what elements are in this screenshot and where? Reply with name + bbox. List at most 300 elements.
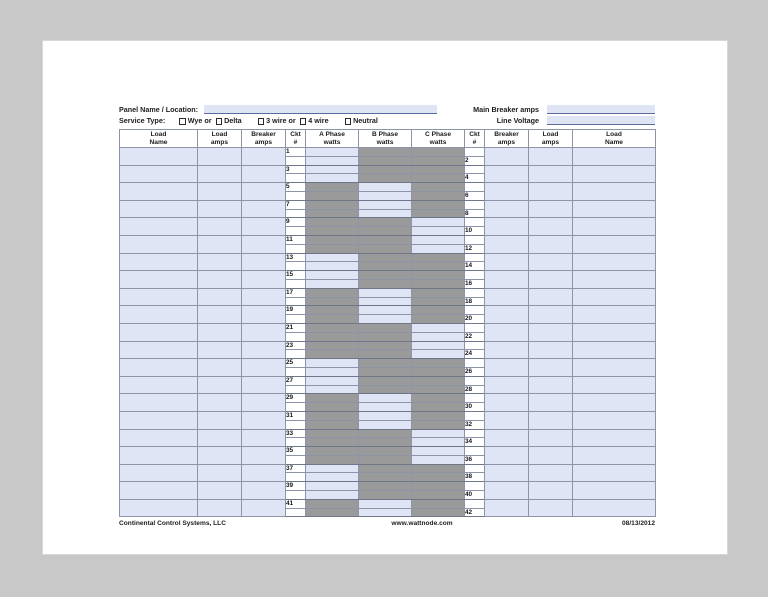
cell-c-phase-watts-odd[interactable]	[412, 235, 465, 244]
cell-load-name-left[interactable]	[120, 359, 198, 377]
cell-a-phase-watts-odd	[306, 447, 359, 456]
ckt-number-odd-spacer	[286, 403, 306, 412]
ckt-number-even: 24	[465, 350, 485, 359]
checkbox-icon-four-wire[interactable]	[300, 118, 307, 125]
ckt-number-odd-spacer	[286, 315, 306, 324]
ckt-number-even-spacer	[465, 253, 485, 262]
cell-load-amps-left[interactable]	[198, 447, 242, 465]
cell-c-phase-watts-even[interactable]	[412, 244, 465, 253]
cell-b-phase-watts-odd	[359, 376, 412, 385]
cell-load-amps-right[interactable]	[529, 323, 573, 341]
ckt-number-even: 12	[465, 244, 485, 253]
cell-a-phase-watts-even[interactable]	[306, 279, 359, 288]
cell-c-phase-watts-even[interactable]	[412, 350, 465, 359]
cell-load-name-left[interactable]	[120, 464, 198, 482]
cell-load-name-left[interactable]	[120, 482, 198, 500]
delta-label: Delta	[224, 116, 242, 125]
footer-date: 08/13/2012	[621, 520, 655, 528]
cell-breaker-amps-right[interactable]	[485, 499, 529, 517]
cell-load-name-left[interactable]	[120, 218, 198, 236]
cell-load-name-right[interactable]	[573, 447, 656, 465]
cell-load-amps-left[interactable]	[198, 148, 242, 166]
cell-load-name-right[interactable]	[573, 148, 656, 166]
cell-a-phase-watts-odd	[306, 429, 359, 438]
cell-load-amps-right[interactable]	[529, 499, 573, 517]
cell-b-phase-watts-even	[359, 174, 412, 183]
cell-a-phase-watts-even[interactable]	[306, 385, 359, 394]
cell-load-name-right[interactable]	[573, 394, 656, 412]
cell-load-name-left[interactable]	[120, 394, 198, 412]
ckt-number-odd-spacer	[286, 227, 306, 236]
panel-name-label: Panel Name / Location:	[119, 105, 199, 114]
cell-load-name-left[interactable]	[120, 271, 198, 289]
cell-load-amps-left[interactable]	[198, 288, 242, 306]
cell-breaker-amps-left[interactable]	[242, 411, 286, 429]
delta-option[interactable]	[216, 116, 242, 125]
cell-b-phase-watts-odd[interactable]	[359, 200, 412, 209]
cell-load-name-right[interactable]	[573, 359, 656, 377]
cell-load-amps-right[interactable]	[529, 429, 573, 447]
table-row	[120, 148, 656, 157]
cell-load-amps-right[interactable]	[529, 359, 573, 377]
footer-website[interactable]: www.wattnode.com	[391, 520, 453, 528]
cell-b-phase-watts-odd[interactable]	[359, 183, 412, 192]
cell-breaker-amps-right[interactable]	[485, 411, 529, 429]
table-row	[120, 499, 656, 508]
cell-a-phase-watts-even[interactable]	[306, 491, 359, 500]
cell-breaker-amps-right[interactable]	[485, 306, 529, 324]
table-row	[120, 253, 656, 262]
cell-a-phase-watts-even[interactable]	[306, 174, 359, 183]
cell-load-amps-left[interactable]	[198, 200, 242, 218]
ckt-number-even: 4	[465, 174, 485, 183]
cell-load-amps-right[interactable]	[529, 394, 573, 412]
cell-load-amps-right[interactable]	[529, 341, 573, 359]
cell-load-name-right[interactable]	[573, 218, 656, 236]
cell-load-amps-left[interactable]	[198, 394, 242, 412]
ckt-number-odd-spacer	[286, 438, 306, 447]
ckt-number-even-spacer	[465, 235, 485, 244]
cell-load-amps-left[interactable]	[198, 218, 242, 236]
cell-c-phase-watts-even	[412, 262, 465, 271]
ckt-number-even-spacer	[465, 288, 485, 297]
cell-load-name-left[interactable]	[120, 376, 198, 394]
neutral-option[interactable]	[345, 116, 378, 125]
cell-c-phase-watts-odd	[412, 288, 465, 297]
cell-c-phase-watts-even[interactable]	[412, 332, 465, 341]
cell-a-phase-watts-even[interactable]	[306, 367, 359, 376]
cell-breaker-amps-left[interactable]	[242, 253, 286, 271]
cell-breaker-amps-right[interactable]	[485, 447, 529, 465]
ckt-number-odd: 37	[286, 464, 306, 473]
form-row-service-type	[119, 114, 655, 125]
cell-b-phase-watts-even[interactable]	[359, 315, 412, 324]
cell-a-phase-watts-odd	[306, 394, 359, 403]
cell-load-amps-left[interactable]	[198, 359, 242, 377]
cell-load-name-left[interactable]	[120, 306, 198, 324]
cell-breaker-amps-left[interactable]	[242, 271, 286, 289]
cell-load-amps-left[interactable]	[198, 341, 242, 359]
cell-breaker-amps-right[interactable]	[485, 482, 529, 500]
cell-load-amps-right[interactable]	[529, 253, 573, 271]
cell-b-phase-watts-even[interactable]	[359, 209, 412, 218]
cell-a-phase-watts-even	[306, 403, 359, 412]
cell-b-phase-watts-even	[359, 367, 412, 376]
cell-c-phase-watts-odd	[412, 183, 465, 192]
cell-c-phase-watts-even	[412, 508, 465, 517]
panel-name-input[interactable]	[204, 105, 437, 114]
cell-a-phase-watts-even	[306, 227, 359, 236]
cell-load-amps-right[interactable]	[529, 218, 573, 236]
cell-b-phase-watts-even	[359, 438, 412, 447]
cell-load-amps-right[interactable]	[529, 306, 573, 324]
cell-b-phase-watts-even[interactable]	[359, 508, 412, 517]
cell-load-name-right[interactable]	[573, 376, 656, 394]
cell-load-name-right[interactable]	[573, 183, 656, 201]
panel-schedule-sheet	[119, 103, 655, 527]
cell-breaker-amps-right[interactable]	[485, 376, 529, 394]
cell-c-phase-watts-odd	[412, 148, 465, 157]
cell-a-phase-watts-even[interactable]	[306, 473, 359, 482]
ckt-number-even-spacer	[465, 306, 485, 315]
cell-breaker-amps-left[interactable]	[242, 341, 286, 359]
cell-load-amps-left[interactable]	[198, 411, 242, 429]
cell-a-phase-watts-odd	[306, 200, 359, 209]
cell-load-amps-left[interactable]	[198, 323, 242, 341]
cell-load-amps-left[interactable]	[198, 235, 242, 253]
cell-a-phase-watts-even	[306, 209, 359, 218]
ckt-number-even: 32	[465, 420, 485, 429]
cell-load-amps-right[interactable]	[529, 288, 573, 306]
cell-load-amps-left[interactable]	[198, 306, 242, 324]
cell-a-phase-watts-odd	[306, 341, 359, 350]
three-wire-option[interactable]	[258, 116, 296, 125]
cell-b-phase-watts-even[interactable]	[359, 403, 412, 412]
ckt-number-even: 14	[465, 262, 485, 271]
cell-load-name-right[interactable]	[573, 288, 656, 306]
cell-a-phase-watts-odd[interactable]	[306, 464, 359, 473]
ckt-number-even-spacer	[465, 271, 485, 280]
cell-c-phase-watts-odd[interactable]	[412, 447, 465, 456]
cell-c-phase-watts-odd	[412, 376, 465, 385]
ckt-number-even: 16	[465, 279, 485, 288]
cell-b-phase-watts-even	[359, 350, 412, 359]
cell-b-phase-watts-even[interactable]	[359, 191, 412, 200]
ckt-number-even-spacer	[465, 411, 485, 420]
cell-a-phase-watts-even[interactable]	[306, 262, 359, 271]
cell-breaker-amps-left[interactable]	[242, 200, 286, 218]
cell-load-name-left[interactable]	[120, 165, 198, 183]
cell-a-phase-watts-odd[interactable]	[306, 376, 359, 385]
cell-c-phase-watts-odd	[412, 499, 465, 508]
cell-b-phase-watts-odd[interactable]	[359, 288, 412, 297]
cell-breaker-amps-left[interactable]	[242, 482, 286, 500]
table-row	[120, 288, 656, 297]
cell-c-phase-watts-odd[interactable]	[412, 323, 465, 332]
cell-b-phase-watts-odd[interactable]	[359, 411, 412, 420]
cell-c-phase-watts-odd	[412, 200, 465, 209]
cell-load-name-right[interactable]	[573, 429, 656, 447]
cell-breaker-amps-right[interactable]	[485, 148, 529, 166]
cell-load-name-right[interactable]	[573, 200, 656, 218]
line-voltage-input[interactable]	[547, 116, 655, 125]
cell-c-phase-watts-even[interactable]	[412, 455, 465, 464]
cell-load-amps-right[interactable]	[529, 464, 573, 482]
cell-load-amps-right[interactable]	[529, 235, 573, 253]
cell-breaker-amps-left[interactable]	[242, 323, 286, 341]
cell-load-name-left[interactable]	[120, 411, 198, 429]
cell-b-phase-watts-odd	[359, 165, 412, 174]
cell-load-name-left[interactable]	[120, 447, 198, 465]
ckt-number-even: 6	[465, 191, 485, 200]
cell-load-name-right[interactable]	[573, 482, 656, 500]
cell-load-name-right[interactable]	[573, 235, 656, 253]
cell-breaker-amps-left[interactable]	[242, 447, 286, 465]
cell-a-phase-watts-odd[interactable]	[306, 165, 359, 174]
cell-load-amps-right[interactable]	[529, 200, 573, 218]
cell-breaker-amps-left[interactable]	[242, 288, 286, 306]
ckt-number-odd: 35	[286, 447, 306, 456]
cell-breaker-amps-right[interactable]	[485, 429, 529, 447]
cell-b-phase-watts-odd	[359, 359, 412, 368]
cell-c-phase-watts-even	[412, 403, 465, 412]
cell-breaker-amps-right[interactable]	[485, 464, 529, 482]
cell-breaker-amps-right[interactable]	[485, 288, 529, 306]
cell-b-phase-watts-odd	[359, 341, 412, 350]
cell-breaker-amps-right[interactable]	[485, 218, 529, 236]
cell-a-phase-watts-even	[306, 297, 359, 306]
cell-b-phase-watts-even	[359, 262, 412, 271]
cell-b-phase-watts-even	[359, 473, 412, 482]
cell-load-amps-left[interactable]	[198, 499, 242, 517]
cell-c-phase-watts-even[interactable]	[412, 438, 465, 447]
cell-a-phase-watts-even	[306, 350, 359, 359]
cell-b-phase-watts-odd	[359, 148, 412, 157]
line-voltage-label: Line Voltage	[496, 116, 539, 125]
cell-c-phase-watts-odd[interactable]	[412, 218, 465, 227]
cell-load-amps-right[interactable]	[529, 482, 573, 500]
cell-c-phase-watts-odd[interactable]	[412, 429, 465, 438]
cell-b-phase-watts-odd[interactable]	[359, 499, 412, 508]
main-breaker-amps-input[interactable]	[547, 105, 655, 114]
cell-breaker-amps-right[interactable]	[485, 200, 529, 218]
cell-c-phase-watts-even	[412, 367, 465, 376]
checkbox-icon-neutral[interactable]	[345, 118, 352, 125]
cell-load-name-right[interactable]	[573, 464, 656, 482]
cell-load-amps-right[interactable]	[529, 148, 573, 166]
cell-breaker-amps-left[interactable]	[242, 499, 286, 517]
cell-breaker-amps-left[interactable]	[242, 235, 286, 253]
checkbox-icon-three-wire[interactable]	[258, 118, 265, 125]
table-body	[120, 148, 656, 517]
cell-load-amps-right[interactable]	[529, 447, 573, 465]
cell-c-phase-watts-even	[412, 420, 465, 429]
ckt-number-even: 30	[465, 403, 485, 412]
cell-load-name-left[interactable]	[120, 200, 198, 218]
cell-b-phase-watts-odd	[359, 482, 412, 491]
cell-breaker-amps-left[interactable]	[242, 376, 286, 394]
ckt-number-odd-spacer	[286, 174, 306, 183]
cell-breaker-amps-left[interactable]	[242, 429, 286, 447]
cell-breaker-amps-left[interactable]	[242, 359, 286, 377]
cell-breaker-amps-right[interactable]	[485, 271, 529, 289]
cell-b-phase-watts-even	[359, 332, 412, 341]
four-wire-option[interactable]	[300, 116, 329, 125]
cell-c-phase-watts-even	[412, 473, 465, 482]
cell-c-phase-watts-even	[412, 191, 465, 200]
header-c-phase: C Phase watts	[412, 130, 465, 148]
cell-breaker-amps-right[interactable]	[485, 341, 529, 359]
cell-load-amps-left[interactable]	[198, 464, 242, 482]
ckt-number-even-spacer	[465, 218, 485, 227]
cell-load-amps-left[interactable]	[198, 253, 242, 271]
cell-c-phase-watts-even[interactable]	[412, 227, 465, 236]
cell-load-name-left[interactable]	[120, 253, 198, 271]
ckt-number-even: 20	[465, 315, 485, 324]
cell-b-phase-watts-even	[359, 156, 412, 165]
cell-load-amps-left[interactable]	[198, 429, 242, 447]
cell-load-name-left[interactable]	[120, 499, 198, 517]
cell-breaker-amps-left[interactable]	[242, 394, 286, 412]
cell-a-phase-watts-odd[interactable]	[306, 482, 359, 491]
ckt-number-odd: 23	[286, 341, 306, 350]
cell-c-phase-watts-even	[412, 315, 465, 324]
cell-load-name-right[interactable]	[573, 499, 656, 517]
ckt-number-even-spacer	[465, 183, 485, 192]
cell-load-name-right[interactable]	[573, 253, 656, 271]
cell-b-phase-watts-odd	[359, 218, 412, 227]
cell-breaker-amps-left[interactable]	[242, 218, 286, 236]
cell-breaker-amps-left[interactable]	[242, 148, 286, 166]
cell-load-amps-left[interactable]	[198, 376, 242, 394]
cell-b-phase-watts-even[interactable]	[359, 297, 412, 306]
table-row	[120, 447, 656, 456]
ckt-number-odd: 31	[286, 411, 306, 420]
cell-c-phase-watts-odd[interactable]	[412, 341, 465, 350]
cell-c-phase-watts-odd	[412, 271, 465, 280]
cell-b-phase-watts-even[interactable]	[359, 420, 412, 429]
cell-b-phase-watts-odd	[359, 271, 412, 280]
cell-load-amps-left[interactable]	[198, 183, 242, 201]
cell-a-phase-watts-odd[interactable]	[306, 148, 359, 157]
header-load-amps-left: Load amps	[198, 130, 242, 148]
cell-load-amps-left[interactable]	[198, 482, 242, 500]
form-header	[119, 103, 655, 125]
ckt-number-odd: 1	[286, 148, 306, 157]
cell-load-amps-right[interactable]	[529, 376, 573, 394]
ckt-number-odd-spacer	[286, 491, 306, 500]
cell-b-phase-watts-odd[interactable]	[359, 394, 412, 403]
cell-load-name-right[interactable]	[573, 165, 656, 183]
ckt-number-even: 8	[465, 209, 485, 218]
ckt-number-odd-spacer	[286, 297, 306, 306]
ckt-number-odd: 29	[286, 394, 306, 403]
ckt-number-odd: 21	[286, 323, 306, 332]
form-row-panel-name	[119, 103, 655, 114]
three-wire-label: 3 wire or	[266, 116, 296, 125]
checkbox-icon-wye[interactable]	[179, 118, 186, 125]
cell-c-phase-watts-even	[412, 156, 465, 165]
cell-load-amps-right[interactable]	[529, 411, 573, 429]
cell-breaker-amps-right[interactable]	[485, 235, 529, 253]
cell-breaker-amps-right[interactable]	[485, 323, 529, 341]
cell-a-phase-watts-odd	[306, 306, 359, 315]
cell-load-amps-right[interactable]	[529, 183, 573, 201]
cell-a-phase-watts-odd	[306, 323, 359, 332]
cell-breaker-amps-left[interactable]	[242, 464, 286, 482]
cell-load-amps-right[interactable]	[529, 271, 573, 289]
ckt-number-odd: 27	[286, 376, 306, 385]
cell-load-name-left[interactable]	[120, 183, 198, 201]
table-row	[120, 200, 656, 209]
wye-option[interactable]	[179, 116, 211, 125]
ckt-number-odd-spacer	[286, 350, 306, 359]
page-footer	[119, 520, 655, 527]
cell-load-name-left[interactable]	[120, 288, 198, 306]
header-a-phase: A Phase watts	[306, 130, 359, 148]
ckt-number-odd: 39	[286, 482, 306, 491]
cell-load-name-right[interactable]	[573, 341, 656, 359]
ckt-number-even: 34	[465, 438, 485, 447]
cell-b-phase-watts-odd[interactable]	[359, 306, 412, 315]
ckt-number-odd-spacer	[286, 191, 306, 200]
cell-b-phase-watts-even	[359, 491, 412, 500]
cell-load-name-right[interactable]	[573, 271, 656, 289]
cell-load-name-left[interactable]	[120, 323, 198, 341]
cell-breaker-amps-left[interactable]	[242, 183, 286, 201]
cell-load-amps-left[interactable]	[198, 165, 242, 183]
cell-load-name-left[interactable]	[120, 148, 198, 166]
ckt-number-odd-spacer	[286, 420, 306, 429]
header-ckt-right: Ckt #	[465, 130, 485, 148]
cell-c-phase-watts-even	[412, 297, 465, 306]
cell-breaker-amps-right[interactable]	[485, 183, 529, 201]
ckt-number-odd: 5	[286, 183, 306, 192]
ckt-number-odd-spacer	[286, 262, 306, 271]
cell-a-phase-watts-even[interactable]	[306, 156, 359, 165]
cell-b-phase-watts-odd	[359, 253, 412, 262]
cell-load-name-left[interactable]	[120, 341, 198, 359]
cell-load-name-right[interactable]	[573, 323, 656, 341]
table-row	[120, 271, 656, 280]
cell-a-phase-watts-odd[interactable]	[306, 271, 359, 280]
cell-load-amps-right[interactable]	[529, 165, 573, 183]
ckt-number-even-spacer	[465, 341, 485, 350]
cell-load-name-left[interactable]	[120, 429, 198, 447]
cell-load-name-right[interactable]	[573, 306, 656, 324]
cell-breaker-amps-left[interactable]	[242, 306, 286, 324]
cell-breaker-amps-right[interactable]	[485, 359, 529, 377]
cell-c-phase-watts-odd	[412, 411, 465, 420]
ckt-number-odd: 41	[286, 499, 306, 508]
cell-load-name-left[interactable]	[120, 235, 198, 253]
cell-breaker-amps-right[interactable]	[485, 253, 529, 271]
cell-b-phase-watts-odd	[359, 464, 412, 473]
checkbox-icon-delta[interactable]	[216, 118, 223, 125]
cell-breaker-amps-right[interactable]	[485, 394, 529, 412]
cell-breaker-amps-right[interactable]	[485, 165, 529, 183]
cell-a-phase-watts-even	[306, 332, 359, 341]
cell-a-phase-watts-odd[interactable]	[306, 253, 359, 262]
header-breaker-amps-right: Breaker amps	[485, 130, 529, 148]
cell-a-phase-watts-even	[306, 455, 359, 464]
cell-load-name-right[interactable]	[573, 411, 656, 429]
cell-load-amps-left[interactable]	[198, 271, 242, 289]
header-b-phase: B Phase watts	[359, 130, 412, 148]
cell-a-phase-watts-odd[interactable]	[306, 359, 359, 368]
cell-a-phase-watts-odd	[306, 499, 359, 508]
cell-breaker-amps-left[interactable]	[242, 165, 286, 183]
